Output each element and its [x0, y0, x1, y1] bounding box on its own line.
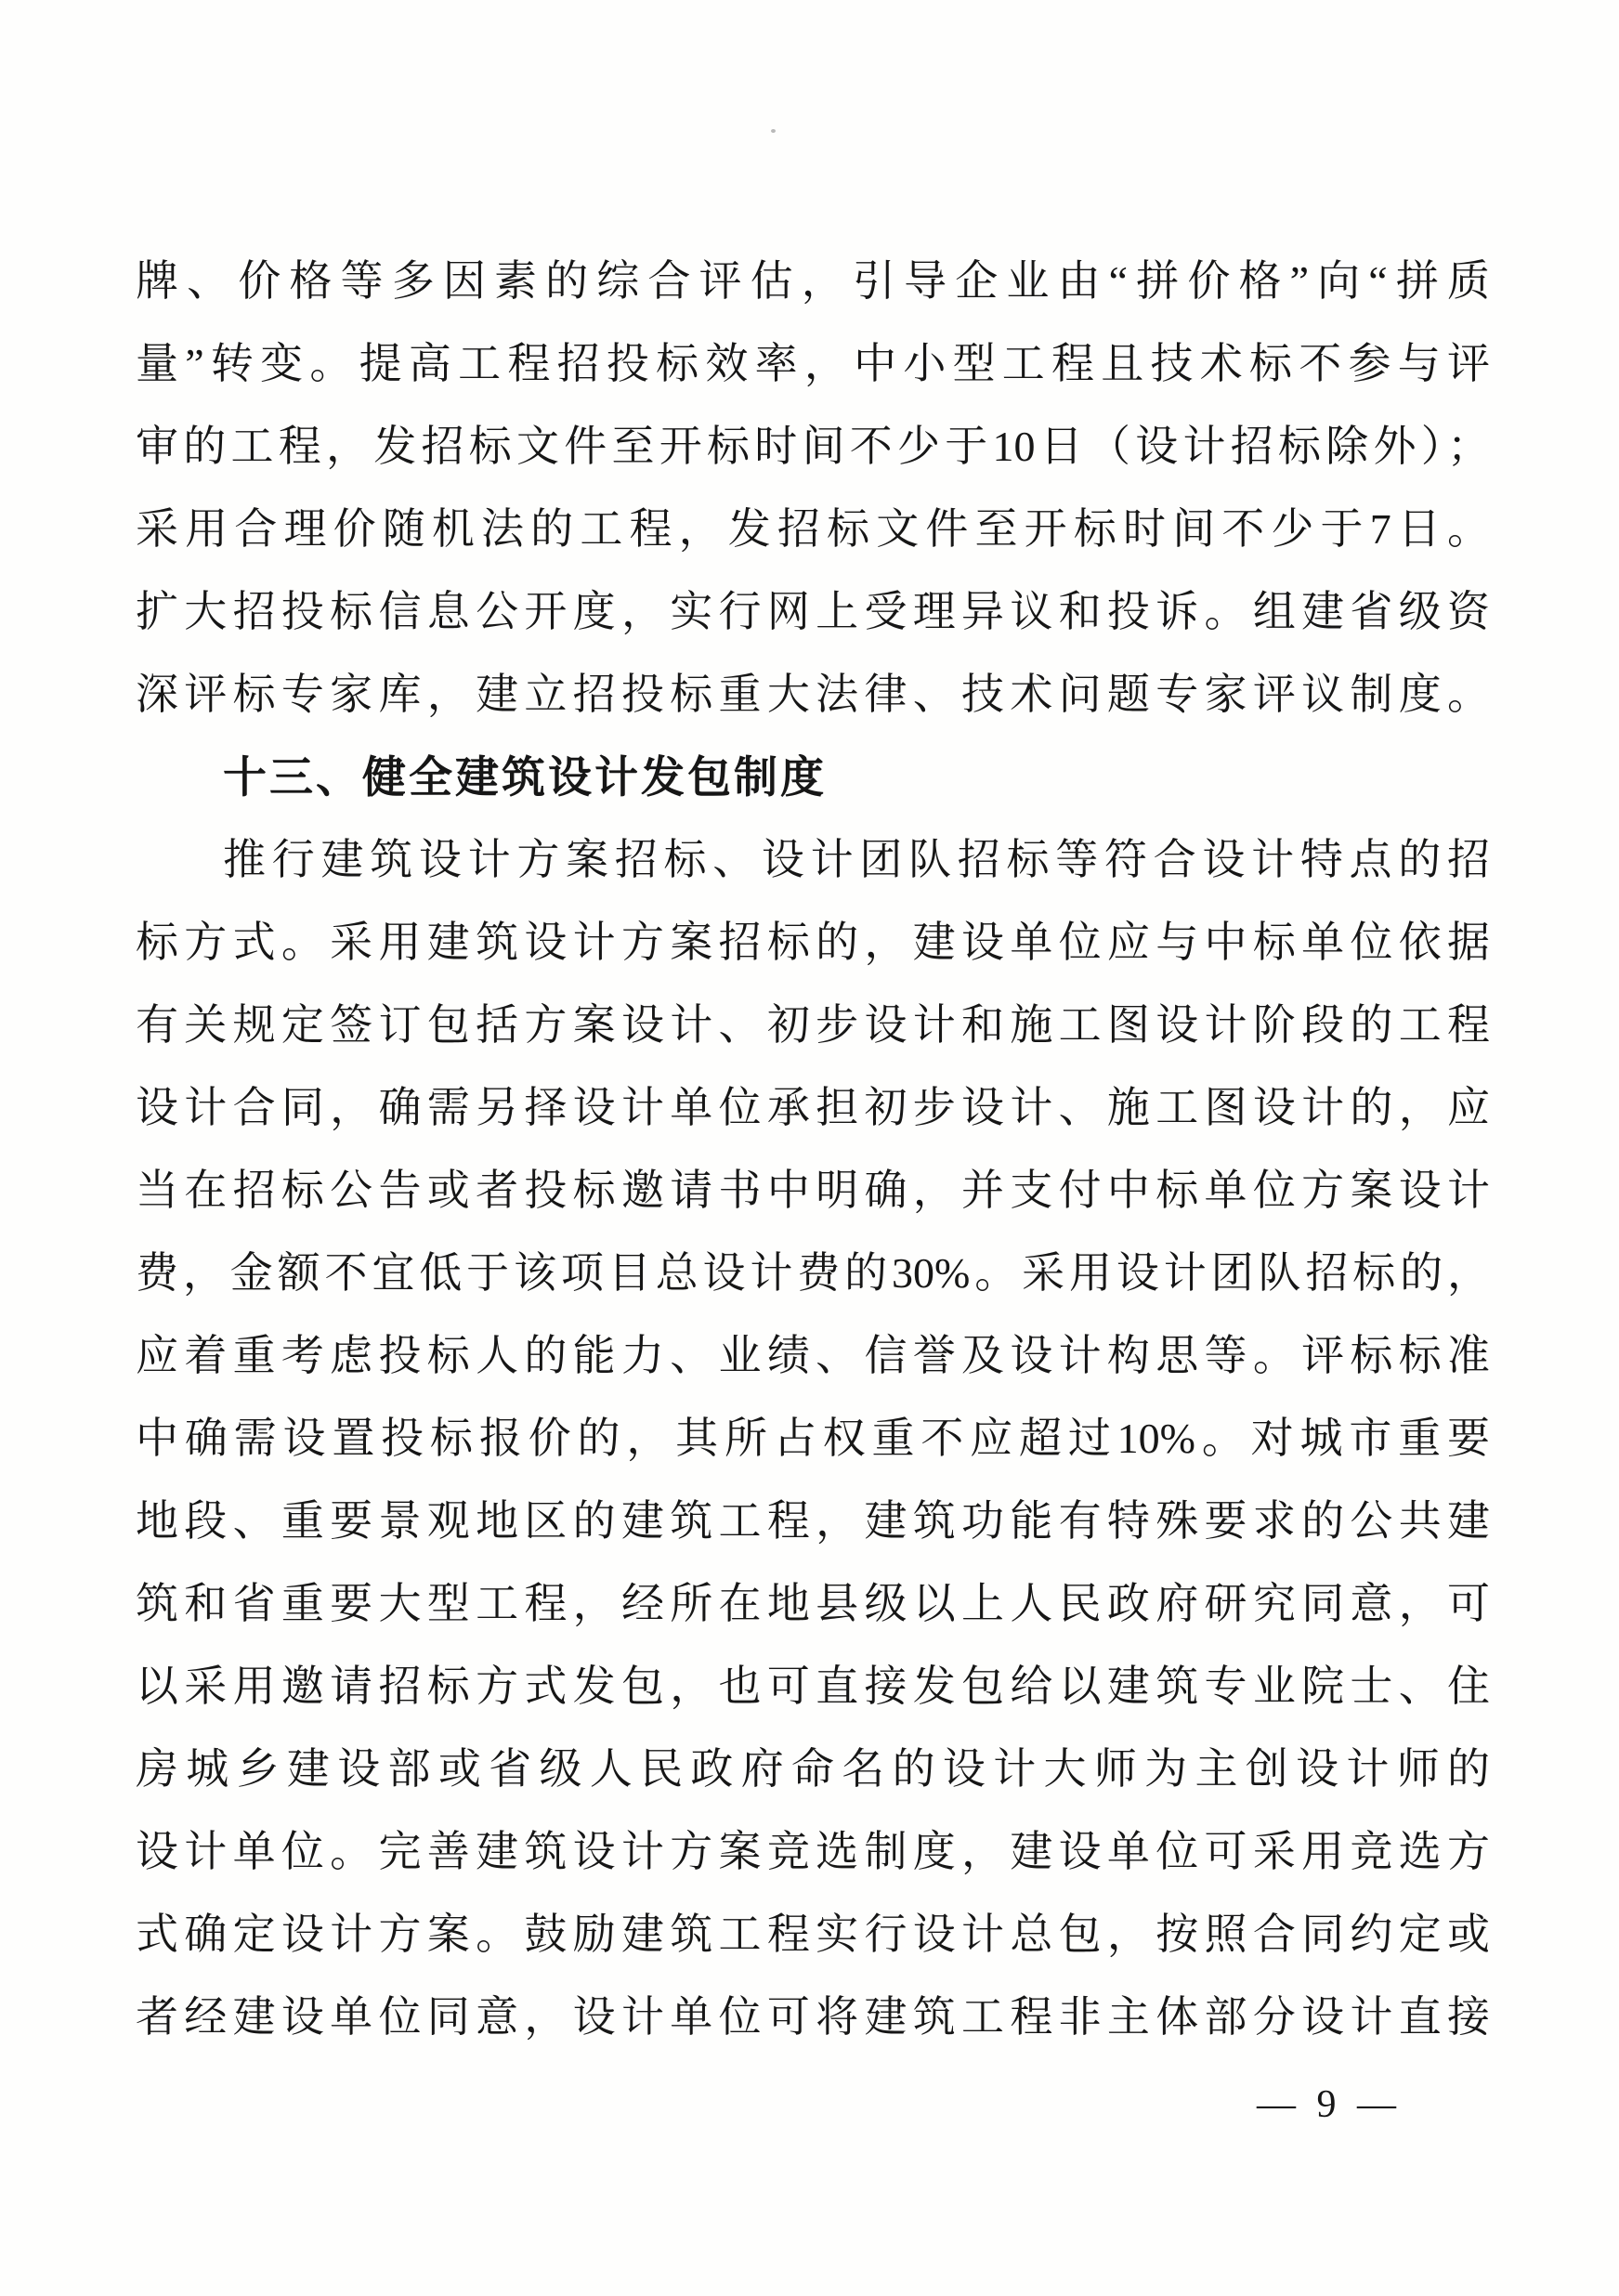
- text-line: 有关规定签订包括方案设计、初步设计和施工图设计阶段的工程: [136, 1001, 1490, 1049]
- scan-artifact-dot: [771, 129, 776, 133]
- text-line: 牌、价格等多因素的综合评估，引导企业由“拼价格”向“拼质: [136, 257, 1490, 305]
- text-line: 设计合同，确需另择设计单位承担初步设计、施工图设计的，应: [136, 1084, 1490, 1131]
- text-line: 标方式。采用建筑设计方案招标的，建设单位应与中标单位依据: [136, 919, 1490, 966]
- text-line: 筑和省重要大型工程，经所在地县级以上人民政府研究同意，可: [136, 1580, 1490, 1627]
- text-line: 审的工程，发招标文件至开标时间不少于10日（设计招标除外）；: [136, 423, 1490, 470]
- text-line: 中确需设置投标报价的，其所占权重不应超过10%。对城市重要: [136, 1415, 1490, 1462]
- text-line: 采用合理价随机法的工程，发招标文件至开标时间不少于7日。: [136, 505, 1490, 553]
- text-line: 以采用邀请招标方式发包，也可直接发包给以建筑专业院士、住: [136, 1663, 1490, 1710]
- text-line: 推行建筑设计方案招标、设计团队招标等符合设计特点的招: [223, 836, 1490, 883]
- section-heading: 十三、健全建筑设计发包制度: [223, 752, 827, 802]
- text-line: 当在招标公告或者投标邀请书中明确，并支付中标单位方案设计: [136, 1167, 1490, 1214]
- text-line: 费，金额不宜低于该项目总设计费的30%。采用设计团队招标的，: [136, 1249, 1490, 1297]
- text-line: 地段、重要景观地区的建筑工程，建筑功能有特殊要求的公共建: [136, 1497, 1490, 1545]
- text-line: 设计单位。完善建筑设计方案竞选制度，建设单位可采用竞选方: [136, 1828, 1490, 1875]
- text-line: 深评标专家库，建立招投标重大法律、技术问题专家评议制度。: [136, 671, 1490, 718]
- text-line: 房城乡建设部或省级人民政府命名的设计大师为主创设计师的: [136, 1745, 1490, 1793]
- text-line: 者经建设单位同意，设计单位可将建筑工程非主体部分设计直接: [136, 1993, 1490, 2041]
- text-line: 量”转变。提高工程招投标效率，中小型工程且技术标不参与评: [136, 340, 1490, 387]
- body-text-block: [136, 240, 1490, 2058]
- page-number: — 9 —: [1257, 2083, 1402, 2126]
- text-line: 式确定设计方案。鼓励建筑工程实行设计总包，按照合同约定或: [136, 1911, 1490, 1958]
- text-line: 扩大招投标信息公开度，实行网上受理异议和投诉。组建省级资: [136, 588, 1490, 635]
- text-line: 应着重考虑投标人的能力、业绩、信誉及设计构思等。评标标准: [136, 1332, 1490, 1379]
